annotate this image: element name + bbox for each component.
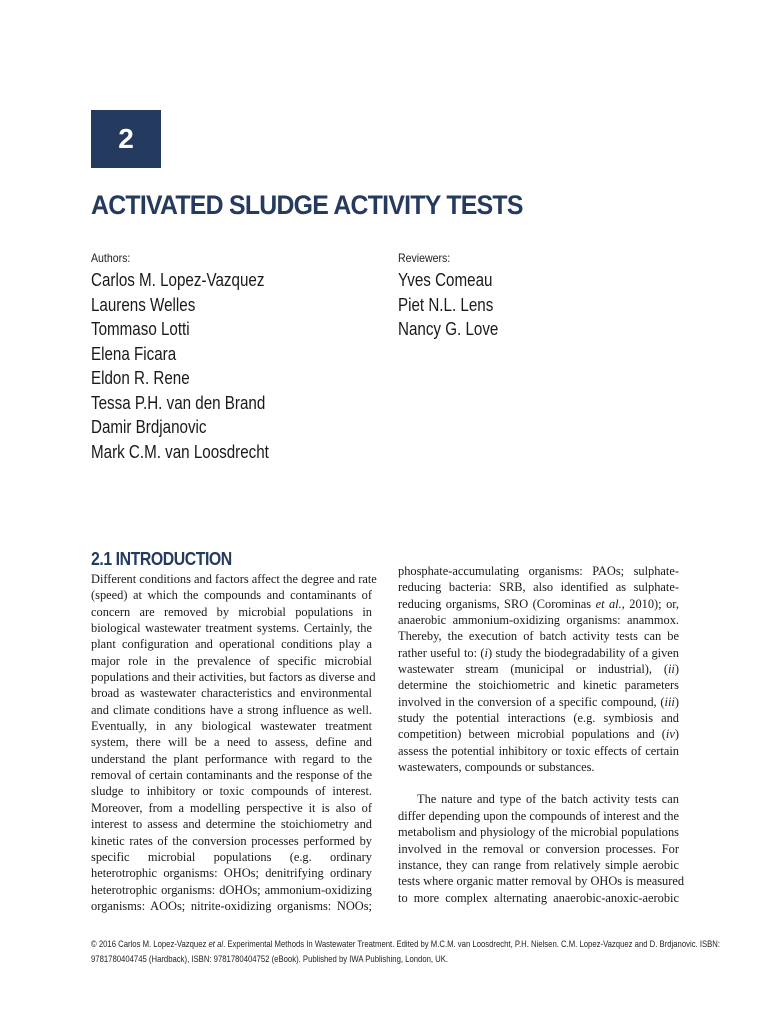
- text-line: determine the stoichiometric and kinetic parameters: [398, 678, 679, 693]
- text-line: instance, they can range from relatively simple aerobic: [398, 857, 679, 872]
- text-line: understand the plant performance with regard to the: [91, 751, 372, 766]
- text-line: and climate conditions have a strong influence as well.: [91, 702, 372, 717]
- text-line: differ depending upon the compounds of interest and the: [398, 808, 679, 823]
- text-line: involved in the removal or conversion processes. For: [398, 841, 679, 856]
- text-line: (speed) at which the compounds and contaminants of: [91, 588, 372, 603]
- italic-text: et al.: [595, 596, 622, 611]
- reviewer-name: Piet N.L. Lens: [398, 293, 494, 315]
- text-line: to more complex alternating anaerobic-anoxic-aerobic: [398, 890, 679, 905]
- text-span: ): [674, 727, 679, 742]
- authors-label: Authors:: [91, 251, 131, 265]
- body-column-left: [91, 571, 377, 914]
- text-line: populations and their activities, but factors as diverse and: [91, 670, 376, 685]
- text-span: rather useful to: (: [398, 645, 485, 660]
- author-name: Damir Brdjanovic: [91, 416, 207, 437]
- reviewers-list: [398, 248, 520, 342]
- text-line: [398, 661, 679, 677]
- text-span: involved in the conversion of a specific compound, (: [398, 694, 665, 709]
- text-line: tests where organic matter removal by OHOs is measured: [398, 874, 685, 889]
- paragraph: [398, 563, 679, 775]
- footer-text: © 2016 Carlos M. Lopez-Vazquez: [91, 939, 209, 949]
- text-line: assess the potential inhibitory or toxic effects of certain: [398, 743, 679, 758]
- text-span: reducing organisms, SRO (Corominas: [398, 596, 596, 611]
- text-line: broad as wastewater characteristics and environmental: [91, 686, 372, 701]
- text-line: heterotrophic organisms: OHOs; denitrifying ordinary: [91, 866, 372, 881]
- text-line: The nature and type of the batch activity tests can: [417, 792, 679, 807]
- text-line: major role in the prevalence of specific microbial: [91, 653, 372, 668]
- text-line: [398, 726, 679, 742]
- reviewers-label: Reviewers:: [398, 251, 451, 265]
- text-line: biological wastewater treatment systems. Certainly, the: [91, 621, 372, 636]
- text-span: wastewater stream (municipal or industrial), (: [398, 662, 668, 677]
- chapter-title: ACTIVATED SLUDGE ACTIVITY TESTS: [91, 190, 523, 220]
- text-line: removal of certain contaminants and the response of the: [91, 768, 372, 783]
- chapter-number-badge: [91, 110, 161, 168]
- text-line: [398, 694, 679, 710]
- authors-list: [91, 248, 308, 464]
- reviewer-name: Nancy G. Love: [398, 318, 499, 339]
- text-line: study the potential interactions (e.g. symbiosis and: [398, 711, 679, 726]
- text-line: heterotrophic organisms: dOHOs; ammonium-oxidizing: [91, 882, 372, 897]
- text-line: kinetic rates of the conversion processes performed by: [91, 833, 372, 848]
- text-span: ): [674, 662, 679, 677]
- footer-line: 9781780404745 (Hardback), ISBN: 9781780404752 (eBook). Published by IWA Publishing, London, UK.: [91, 954, 449, 964]
- italic-text: iii: [664, 694, 675, 709]
- paragraph: [91, 571, 377, 914]
- text-line: reducing bacteria: SRB, also identified as sulphate-: [398, 580, 679, 595]
- author-name: Elena Ficara: [91, 342, 177, 364]
- paragraph: [398, 791, 685, 905]
- author-name: Laurens Welles: [91, 293, 196, 315]
- author-name: Tommaso Lotti: [91, 318, 190, 339]
- text-line: metabolism and physiology of the microbial populations: [398, 825, 679, 840]
- text-line: [398, 645, 679, 661]
- author-name: Carlos M. Lopez-Vazquez: [91, 269, 265, 290]
- text-span: ): [674, 694, 679, 709]
- footer-text: . Experimental Methods In Wastewater Treatment. Edited by M.C.M. van Loosdrecht, P.H. Nielsen. C.M. Lopez-Vazquez and D. Brdjanovic. ISBN:: [223, 939, 721, 949]
- text-line: Moreover, from a modelling perspective it is also of: [91, 800, 372, 815]
- text-line: sludge to inhibitory or toxic compounds of interest.: [91, 784, 372, 799]
- footer-line: [91, 937, 721, 952]
- text-line: Thereby, the execution of batch activity tests can be: [398, 629, 679, 644]
- text-line: system, there will be a need to assess, define and: [91, 735, 372, 750]
- text-line: Different conditions and factors affect the degree and rate: [91, 572, 377, 586]
- italic-text: iv: [665, 727, 675, 742]
- text-line: specific microbial populations (e.g. ordinary: [91, 849, 372, 864]
- text-line: anaerobic ammonium-oxidizing organisms: anammox.: [398, 613, 679, 628]
- text-line: phosphate-accumulating organisms: PAOs; sulphate-: [398, 564, 679, 578]
- text-line: interest to assess and determine the stoichiometry and: [91, 817, 372, 832]
- section-heading: 2.1 INTRODUCTION: [91, 549, 232, 569]
- body-column-right: [398, 563, 685, 906]
- chapter-number: 2: [118, 123, 134, 154]
- text-line: wastewaters, compounds or substances.: [398, 760, 595, 775]
- text-span: , 2010); or,: [621, 596, 679, 611]
- reviewer-name: Yves Comeau: [398, 269, 493, 290]
- italic-text: ii: [667, 662, 675, 677]
- text-line: organisms: AOOs; nitrite-oxidizing organisms: NOOs;: [91, 898, 372, 913]
- italic-text: i: [484, 645, 488, 660]
- copyright-footer: [91, 937, 721, 967]
- text-span: competition) between microbial populations and (: [398, 727, 666, 742]
- text-line: [398, 596, 679, 612]
- text-line: Eventually, in any biological wastewater treatment: [91, 719, 372, 734]
- author-name: Mark C.M. van Loosdrecht: [91, 440, 269, 462]
- footer-italic: et al: [208, 939, 224, 949]
- author-name: Tessa P.H. van den Brand: [91, 391, 266, 413]
- author-name: Eldon R. Rene: [91, 367, 190, 388]
- text-line: plant configuration and operational conditions play a: [91, 637, 372, 652]
- text-span: ) study the biodegradability of a given: [488, 645, 679, 660]
- text-line: concern are removed by microbial populations in: [91, 604, 372, 619]
